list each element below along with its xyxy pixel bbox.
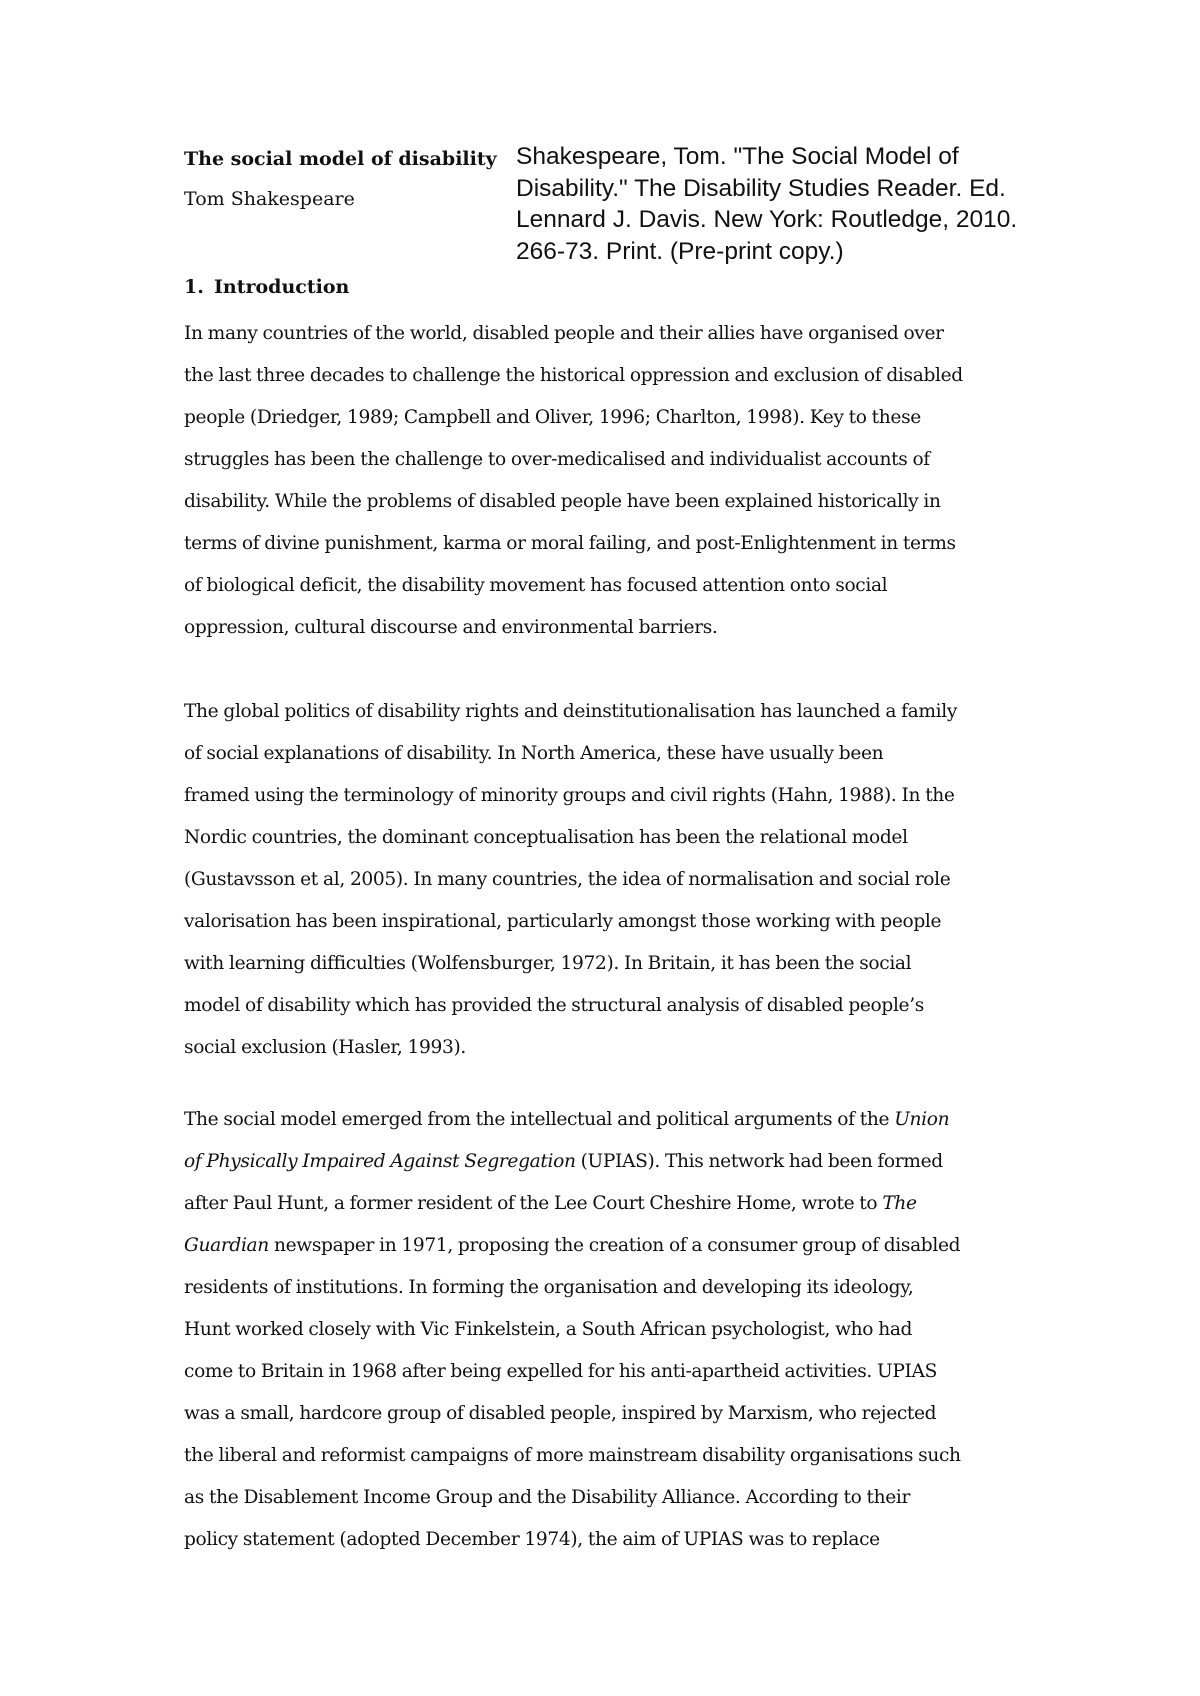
text-run: newspaper in 1971, proposing the creation of a consumer group of disabled xyxy=(268,1235,961,1256)
paragraph-spacer xyxy=(184,649,1026,691)
text-line: model of disability which has provided the structural analysis of disabled people’s xyxy=(184,995,924,1016)
text-run: (UPIAS). This network had been formed xyxy=(575,1151,943,1172)
section-heading xyxy=(184,274,349,300)
text-line: of social explanations of disability. In North America, these have usually been xyxy=(184,743,884,764)
header-block xyxy=(184,146,504,212)
document-author: Tom Shakespeare xyxy=(184,188,355,210)
text-line: In many countries of the world, disabled people and their allies have organised over xyxy=(184,323,944,344)
italic-title: Union xyxy=(894,1109,950,1130)
text-line: oppression, cultural discourse and environmental barriers. xyxy=(184,617,718,638)
italic-title: of Physically Impaired Against Segregation xyxy=(184,1151,576,1172)
text-line: disability. While the problems of disabled people have been explained historically in xyxy=(184,491,941,512)
italic-title: The xyxy=(882,1193,917,1214)
text-line xyxy=(184,1099,1026,1141)
paragraph-1 xyxy=(184,313,1026,649)
section-title: Introduction xyxy=(214,276,350,298)
text-line: struggles has been the challenge to over-medicalised and individualist accounts of xyxy=(184,449,930,470)
text-line: The global politics of disability rights and deinstitutionalisation has launched a family xyxy=(184,701,958,722)
paragraph-3 xyxy=(184,1099,1026,1561)
text-line: with learning difficulties (Wolfensburger, 1972). In Britain, it has been the social xyxy=(184,953,912,974)
text-line xyxy=(184,1225,1026,1267)
text-line: was a small, hardcore group of disabled people, inspired by Marxism, who rejected xyxy=(184,1403,937,1424)
text-run: The social model emerged from the intellectual and political arguments of the xyxy=(184,1109,895,1130)
text-line: the last three decades to challenge the historical oppression and exclusion of disabled xyxy=(184,365,963,386)
text-line xyxy=(184,1183,1026,1225)
text-line: framed using the terminology of minority groups and civil rights (Hahn, 1988). In the xyxy=(184,785,955,806)
document-title: The social model of disability xyxy=(184,148,497,170)
text-line: residents of institutions. In forming the organisation and developing its ideology, xyxy=(184,1277,914,1298)
text-line: (Gustavsson et al, 2005). In many countries, the idea of normalisation and social role xyxy=(184,869,951,890)
text-run: after Paul Hunt, a former resident of the Lee Court Cheshire Home, wrote to xyxy=(184,1193,883,1214)
text-line: Hunt worked closely with Vic Finkelstein, a South African psychologist, who had xyxy=(184,1319,913,1340)
text-line: the liberal and reformist campaigns of more mainstream disability organisations such xyxy=(184,1445,961,1466)
paragraph-spacer xyxy=(184,1069,1026,1099)
text-line: policy statement (adopted December 1974), the aim of UPIAS was to replace xyxy=(184,1529,880,1550)
text-line: terms of divine punishment, karma or moral failing, and post-Enlightenment in terms xyxy=(184,533,956,554)
text-line: of biological deficit, the disability movement has focused attention onto social xyxy=(184,575,888,596)
italic-title: Guardian xyxy=(184,1235,269,1256)
text-line: people (Driedger, 1989; Campbell and Oliver, 1996; Charlton, 1998). Key to these xyxy=(184,407,921,428)
text-line xyxy=(184,1141,1026,1183)
text-line: valorisation has been inspirational, particularly amongst those working with people xyxy=(184,911,942,932)
section-number: 1. xyxy=(184,276,204,298)
text-line: social exclusion (Hasler, 1993). xyxy=(184,1037,466,1058)
text-line: as the Disablement Income Group and the Disability Alliance. According to their xyxy=(184,1487,911,1508)
text-line: Nordic countries, the dominant conceptualisation has been the relational model xyxy=(184,827,908,848)
paragraph-2 xyxy=(184,691,1026,1069)
body-text xyxy=(184,313,1026,1561)
citation-note: Shakespeare, Tom. "The Social Model of Disability." The Disability Studies Reader. Ed. Lennard J. Davis. New York: Routledge, 2010. 266-73. Print. (Pre-print copy.) xyxy=(516,143,1018,265)
text-line: come to Britain in 1968 after being expelled for his anti-apartheid activities. UPIAS xyxy=(184,1361,937,1382)
